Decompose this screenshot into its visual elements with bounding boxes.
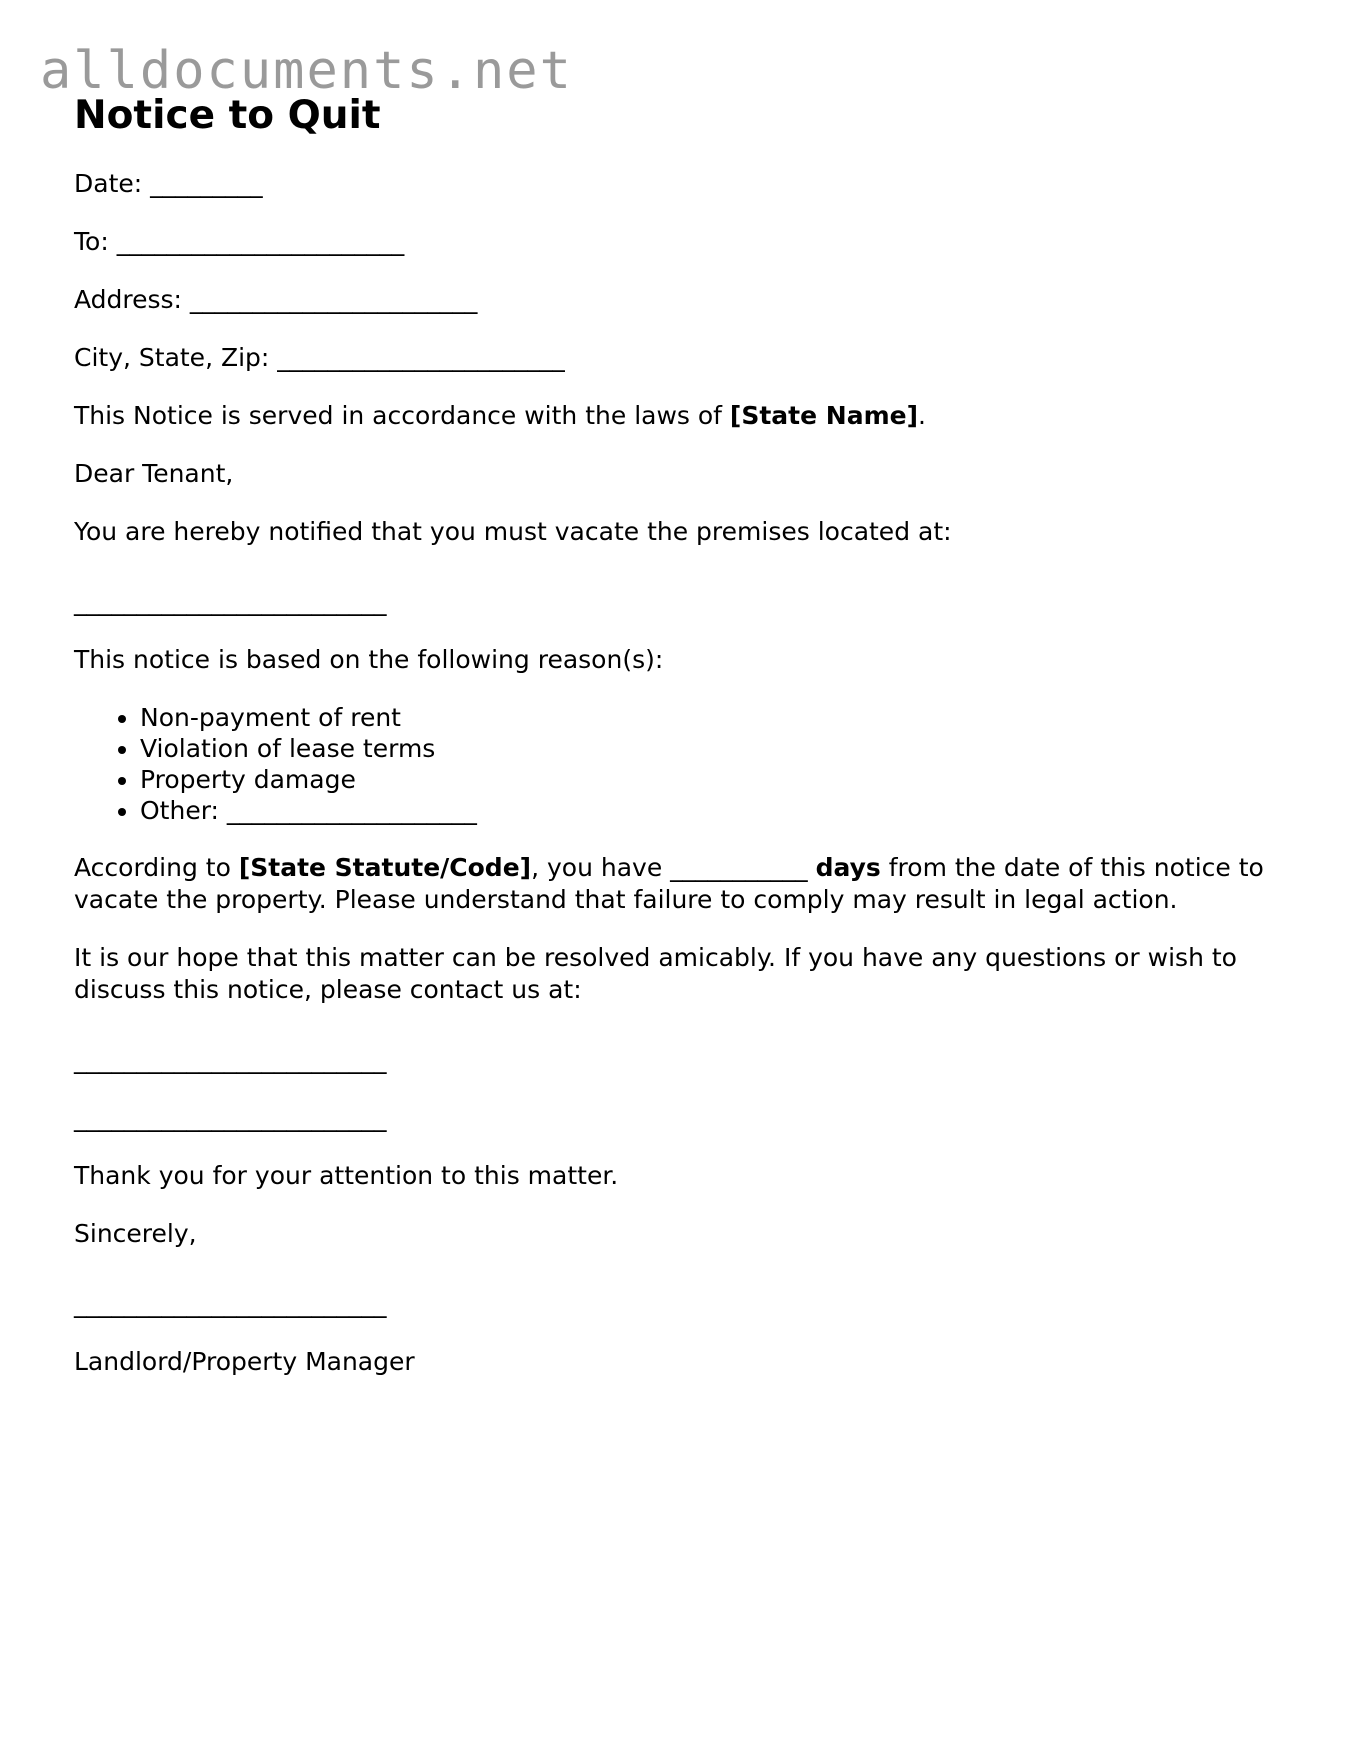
statute-text-start: According to [74,853,239,882]
signer-title: Landlord/Property Manager [74,1347,415,1376]
signature-blank: _________________________ [74,1289,387,1318]
salutation: Dear Tenant, [74,459,234,488]
date-field: Date: _________ [74,169,263,198]
city-state-zip-field: City, State, Zip: _______________________ [74,343,565,372]
reason-item: • Non-payment of rent [140,702,1284,733]
statute-days-blank: , you have ___________ [531,853,816,882]
contact-blank: _________________________ [74,1103,387,1132]
vacate-notice: You are hereby notified that you must vacate the premises located at: [74,517,952,546]
reasons-list [74,702,1284,826]
statute-text-end: from the date of this notice to vacate the property. Please understand that failure to comply may result in legal action. [74,853,1272,914]
intro-paragraph [74,400,1284,432]
contact-paragraph: It is our hope that this matter can be resolved amicably. If you have any questions or wish to discuss this notice, please contact us at: [74,943,1245,1004]
statute-paragraph [74,852,1284,916]
intro-end: . [918,401,926,430]
closing: Sincerely, [74,1219,197,1248]
thanks-line: Thank you for your attention to this matter. [74,1161,619,1190]
watermark: alldocuments.net [40,41,573,101]
statute-placeholder: [State Statute/Code] [238,853,532,882]
reason-item: • Other: ____________________ [140,795,1284,826]
intro-text: This Notice is served in accordance with the laws of [74,401,730,430]
document-body [74,86,1284,1404]
days-label: days [815,853,881,882]
address-field: Address: _______________________ [74,285,478,314]
state-name-placeholder: [State Name] [729,401,919,430]
reasons-heading: This notice is based on the following reason(s): [74,645,664,674]
contact-blank: _________________________ [74,1045,387,1074]
to-field: To: _______________________ [74,227,405,256]
reason-item: • Property damage [140,764,1284,795]
document-title: Notice to Quit [74,93,381,138]
reason-item: • Violation of lease terms [140,733,1284,764]
premises-blank: _________________________ [74,587,387,616]
